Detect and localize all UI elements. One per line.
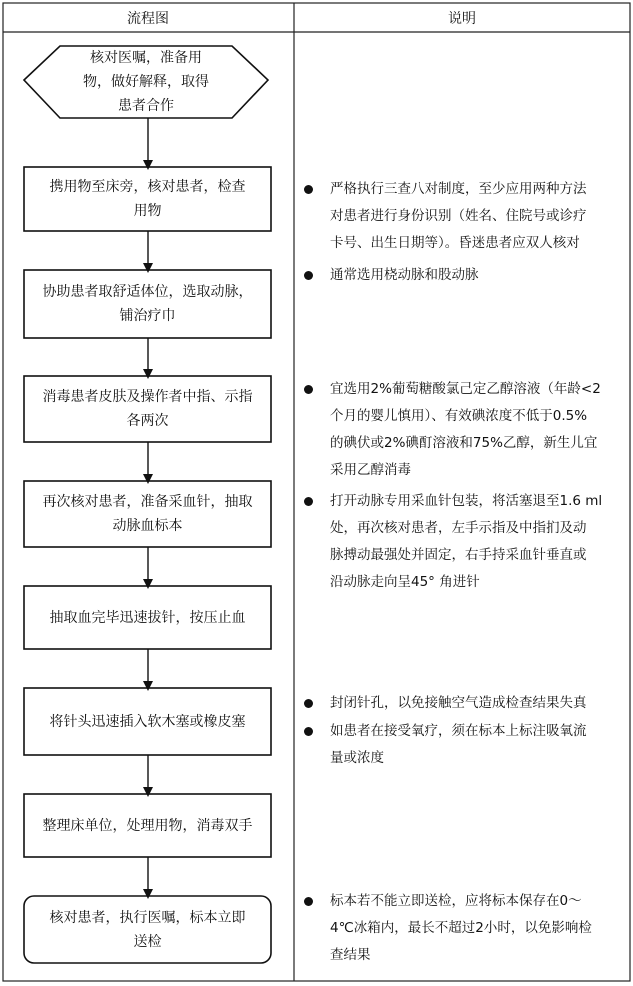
note-text-line: 脉搏动最强处并固定，右手持采血针垂直或 <box>330 547 587 563</box>
note-text-line: 通常选用桡动脉和股动脉 <box>330 267 479 283</box>
note-oxygen-therapy <box>298 718 620 772</box>
step-text-line: 整理床单位，处理用物，消毒双手 <box>42 817 253 834</box>
step-draw-sample <box>26 481 269 547</box>
step-text-line: 用物 <box>133 203 162 219</box>
note-text-line: 处，再次核对患者，左手示指及中指扪及动 <box>330 520 587 536</box>
note-specimen-storage <box>298 888 620 969</box>
note-text-line: 卡号、出生日期等）。昏迷患者应双人核对 <box>330 235 580 251</box>
note-disinfectant <box>298 376 620 484</box>
note-text-line: 的碘伏或2%碘酊溶液和75%乙醇，新生儿宜 <box>330 435 598 451</box>
step-position-artery <box>26 270 269 338</box>
note-text-line: 4℃冰箱内，最长不超过2小时，以免影响检 <box>330 920 592 936</box>
step-seal-needle <box>26 688 269 755</box>
step-verify-order <box>48 46 244 118</box>
bullet-icon <box>304 385 313 394</box>
note-text-line: 对患者进行身份识别（姓名、住院号或诊疗 <box>330 208 587 224</box>
step-text-line: 再次核对患者，准备采血针，抽取 <box>42 494 253 510</box>
note-text-line: 宜选用2%葡萄糖酸氯己定乙醇溶液（年龄<2 <box>330 381 601 397</box>
bullet-icon <box>304 897 313 906</box>
step-text-line: 协助患者取舒适体位，选取动脉， <box>42 284 253 300</box>
step-text-line: 各两次 <box>126 413 169 429</box>
step-text-line: 消毒患者皮肤及操作者中指、示指 <box>42 389 253 405</box>
step-text-line: 核对医嘱，准备用 <box>90 50 202 66</box>
step-text-line: 动脉血标本 <box>112 518 183 534</box>
note-text-line: 打开动脉专用采血针包装，将活塞退至1.6 ml <box>330 493 603 509</box>
procedure-table <box>2 2 631 982</box>
step-text-line: 将针头迅速插入软木塞或橡皮塞 <box>49 713 246 730</box>
note-text-line: 沿动脉走向呈45° 角进针 <box>330 574 480 590</box>
bullet-icon <box>304 497 313 506</box>
step-withdraw-needle <box>26 586 269 649</box>
step-text-line: 核对患者，执行医嘱，标本立即 <box>49 909 246 926</box>
bullet-icon <box>304 185 313 194</box>
note-text-line: 个月的婴儿慎用）、有效碘浓度不低于0.5% <box>330 408 588 424</box>
step-disinfect <box>26 376 269 442</box>
step-text-line: 铺治疗巾 <box>119 308 176 324</box>
note-text-line: 如患者在接受氧疗，须在标本上标注吸氧流 <box>330 723 587 739</box>
step-text-line: 送检 <box>133 933 162 950</box>
step-bedside-check <box>26 167 269 231</box>
note-identity-check <box>298 176 620 257</box>
notes-column-header: 说明 <box>448 11 476 27</box>
step-cleanup <box>26 794 269 857</box>
flowchart-column-header: 流程图 <box>127 11 169 27</box>
step-text-line: 物，做好解释，取得 <box>83 74 209 90</box>
note-seal-puncture <box>298 690 620 717</box>
step-text-line: 携用物至床旁，核对患者，检查 <box>49 179 246 195</box>
bullet-icon <box>304 699 313 708</box>
note-text-line: 严格执行三查八对制度，至少应用两种方法 <box>330 181 587 197</box>
note-artery-choice <box>298 262 620 289</box>
step-send-specimen <box>26 896 269 963</box>
note-text-line: 查结果 <box>330 947 371 963</box>
note-text-line: 封闭针孔，以免接触空气造成检查结果失真 <box>330 695 587 711</box>
note-text-line: 标本若不能立即送检，应将标本保存在0～ <box>330 893 582 909</box>
step-text-line: 抽取血完毕迅速拔针，按压止血 <box>49 609 246 626</box>
bullet-icon <box>304 727 313 736</box>
note-needle-technique <box>298 488 620 596</box>
note-text-line: 采用乙醇消毒 <box>330 462 411 478</box>
step-text-line: 患者合作 <box>118 98 174 114</box>
bullet-icon <box>304 271 313 280</box>
note-text-line: 量或浓度 <box>330 750 384 766</box>
